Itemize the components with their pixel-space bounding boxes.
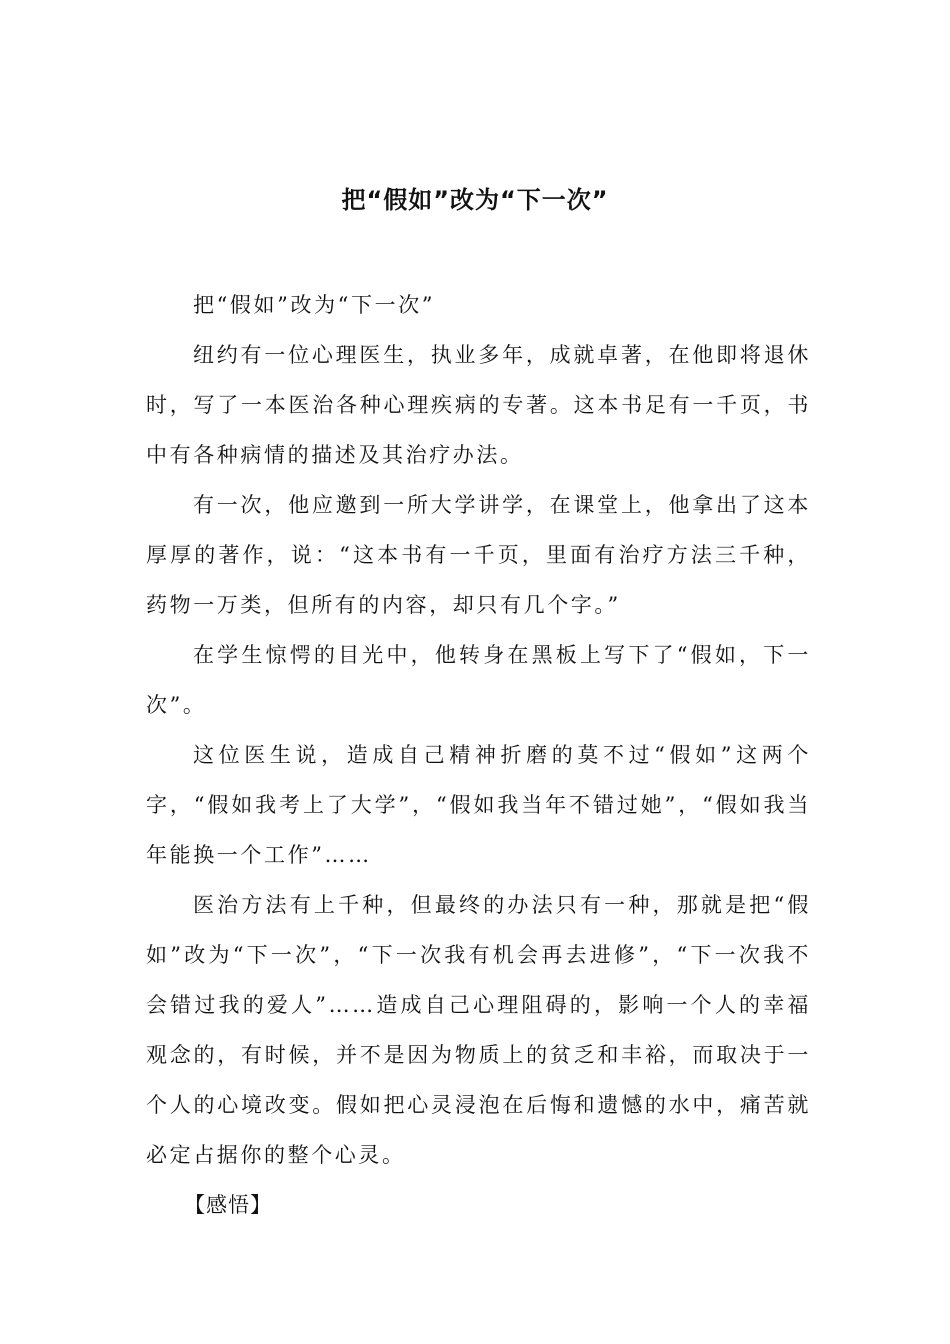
subtitle-line: 把“假如”改为“下一次” [193, 293, 436, 317]
paragraph: 纽约有一位心理医生，执业多年，成就卓著，在他即将退休时，写了一本医治各种心理疾病的专著。这本书足有一千页，书中有各种病情的描述及其治疗办法。 [146, 343, 811, 467]
page-title: 把“假如”改为“下一次” [341, 186, 609, 214]
paragraph: 医治方法有上千种，但最终的办法只有一种，那就是把“假如”改为“下一次”，“下一次我有机会再去进修”，“下一次我不会错过我的爱人”……造成自己心理阻碍的，影响一个人的幸福观念的，有时候，并不是因为物质上的贫乏和丰裕，而取决于一个人的心境改变。假如把心灵浸泡在后悔和遗憾的水中，痛苦就必定占据你的整个心灵。 [146, 893, 811, 1167]
document-body [146, 280, 811, 1230]
paragraph: 在学生惊愕的目光中，他转身在黑板上写下了“假如，下一次”。 [146, 643, 811, 717]
reflection-heading: 【感悟】 [184, 1193, 272, 1217]
paragraph: 有一次，他应邀到一所大学讲学，在课堂上，他拿出了这本厚厚的著作，说：“这本书有一千页，里面有治疗方法三千种，药物一万类，但所有的内容，却只有几个字。” [146, 493, 811, 617]
paragraph: 这位医生说，造成自己精神折磨的莫不过“假如”这两个字，“假如我考上了大学”，“假如我当年不错过她”，“假如我当年能换一个工作”…… [146, 743, 811, 867]
